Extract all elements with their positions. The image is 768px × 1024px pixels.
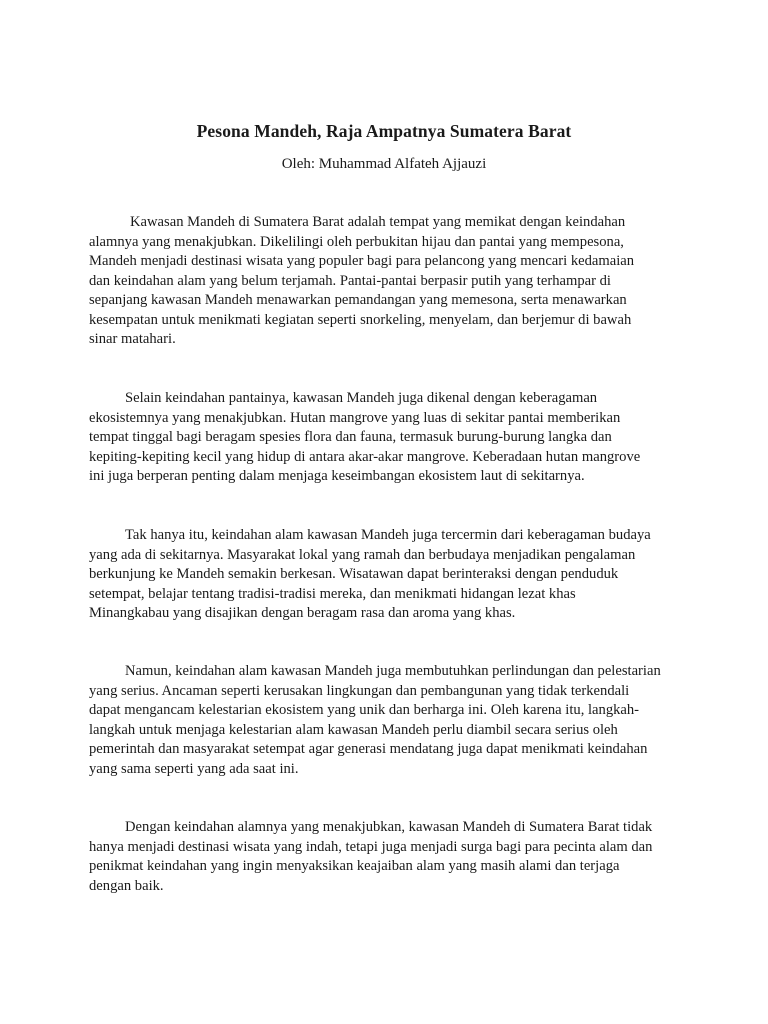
paragraph-line: Namun, keindahan alam kawasan Mandeh juga membutuhkan perlindungan dan pelestarian — [125, 663, 661, 679]
paragraph-line: yang sama seperti yang ada saat ini. — [89, 760, 299, 777]
paragraph-line: tempat tinggal bagi beragam spesies flora dan fauna, termasuk burung-burung langka dan — [89, 429, 612, 445]
paragraph-line: Kawasan Mandeh di Sumatera Barat adalah tempat yang memikat dengan keindahan — [130, 214, 626, 230]
paragraph-line: Selain keindahan pantainya, kawasan Mandeh juga dikenal dengan keberagaman — [125, 390, 598, 406]
paragraph-line: ini juga berperan penting dalam menjaga keseimbangan ekosistem laut di sekitarnya. — [89, 468, 585, 484]
paragraph-line: yang serius. Ancaman seperti kerusakan lingkungan dan pembangunan yang tidak terkendali — [89, 682, 630, 699]
paragraph-line: penikmat keindahan yang ingin menyaksikan keajaiban alam yang masih alami dan terjaga — [89, 858, 620, 874]
paragraph-line: dan keindahan alam yang belum terjamah. Pantai-pantai berpasir putih yang terhampar di — [89, 272, 611, 289]
paragraph-line: kepiting-kepiting kecil yang hidup di antara akar-akar mangrove. Keberadaan hutan mangrove — [89, 448, 641, 465]
paragraph-line: alamnya yang menakjubkan. Dikelilingi oleh perbukitan hijau dan pantai yang mempesona, — [89, 233, 624, 250]
paragraph-line: berkunjung ke Mandeh semakin berkesan. Wisatawan dapat berinteraksi dengan penduduk — [89, 566, 619, 582]
paragraph-2 — [89, 389, 685, 487]
paragraph-line: ekosistemnya yang menakjubkan. Hutan mangrove yang luas di sekitar pantai memberikan — [89, 409, 621, 426]
paragraph-line: Tak hanya itu, keindahan alam kawasan Mandeh juga tercermin dari keberagaman budaya — [125, 527, 651, 543]
paragraph-line: langkah untuk menjaga kelestarian alam kawasan Mandeh perlu diambil secara serius oleh — [89, 721, 618, 738]
paragraph-line: hanya menjadi destinasi wisata yang indah, tetapi juga menjadi surga bagi para pecinta alam dan — [89, 838, 653, 855]
paragraph-3 — [89, 526, 685, 624]
paragraph-line: kesempatan untuk menikmati kegiatan seperti snorkeling, menyelam, dan berjemur di bawah — [89, 311, 632, 328]
paragraph-line: sinar matahari. — [89, 331, 176, 347]
paragraph-line: Mandeh menjadi destinasi wisata yang populer bagi para pelancong yang mencari kedamaian — [89, 253, 635, 269]
paragraph-1 — [89, 213, 685, 350]
paragraph-line: sepanjang kawasan Mandeh menawarkan pemandangan yang memesona, serta menawarkan — [89, 292, 627, 308]
paragraph-line: setempat, belajar tentang tradisi-tradisi mereka, dan menikmati hidangan lezat khas — [89, 585, 576, 602]
paragraph-line: Minangkabau yang disajikan dengan beragam rasa dan aroma yang khas. — [89, 605, 516, 621]
paragraph-line: dapat mengancam kelestarian ekosistem yang unik dan berharga ini. Oleh karena itu, langkah- — [89, 702, 640, 718]
paragraph-4 — [89, 662, 685, 779]
paragraph-line: dengan baik. — [89, 877, 164, 894]
document-title: Pesona Mandeh, Raja Ampatnya Sumatera Barat — [196, 121, 572, 141]
paragraph-5 — [89, 818, 685, 896]
paragraph-line: Dengan keindahan alamnya yang menakjubkan, kawasan Mandeh di Sumatera Barat tidak — [125, 819, 653, 835]
paragraph-line: yang ada di sekitarnya. Masyarakat lokal yang ramah dan berbudaya menjadikan pengalaman — [89, 546, 636, 563]
document-author: Oleh: Muhammad Alfateh Ajjauzi — [281, 156, 487, 172]
paragraph-line: pemerintah dan masyarakat setempat agar generasi mendatang juga dapat menikmati keindahan — [89, 741, 648, 757]
